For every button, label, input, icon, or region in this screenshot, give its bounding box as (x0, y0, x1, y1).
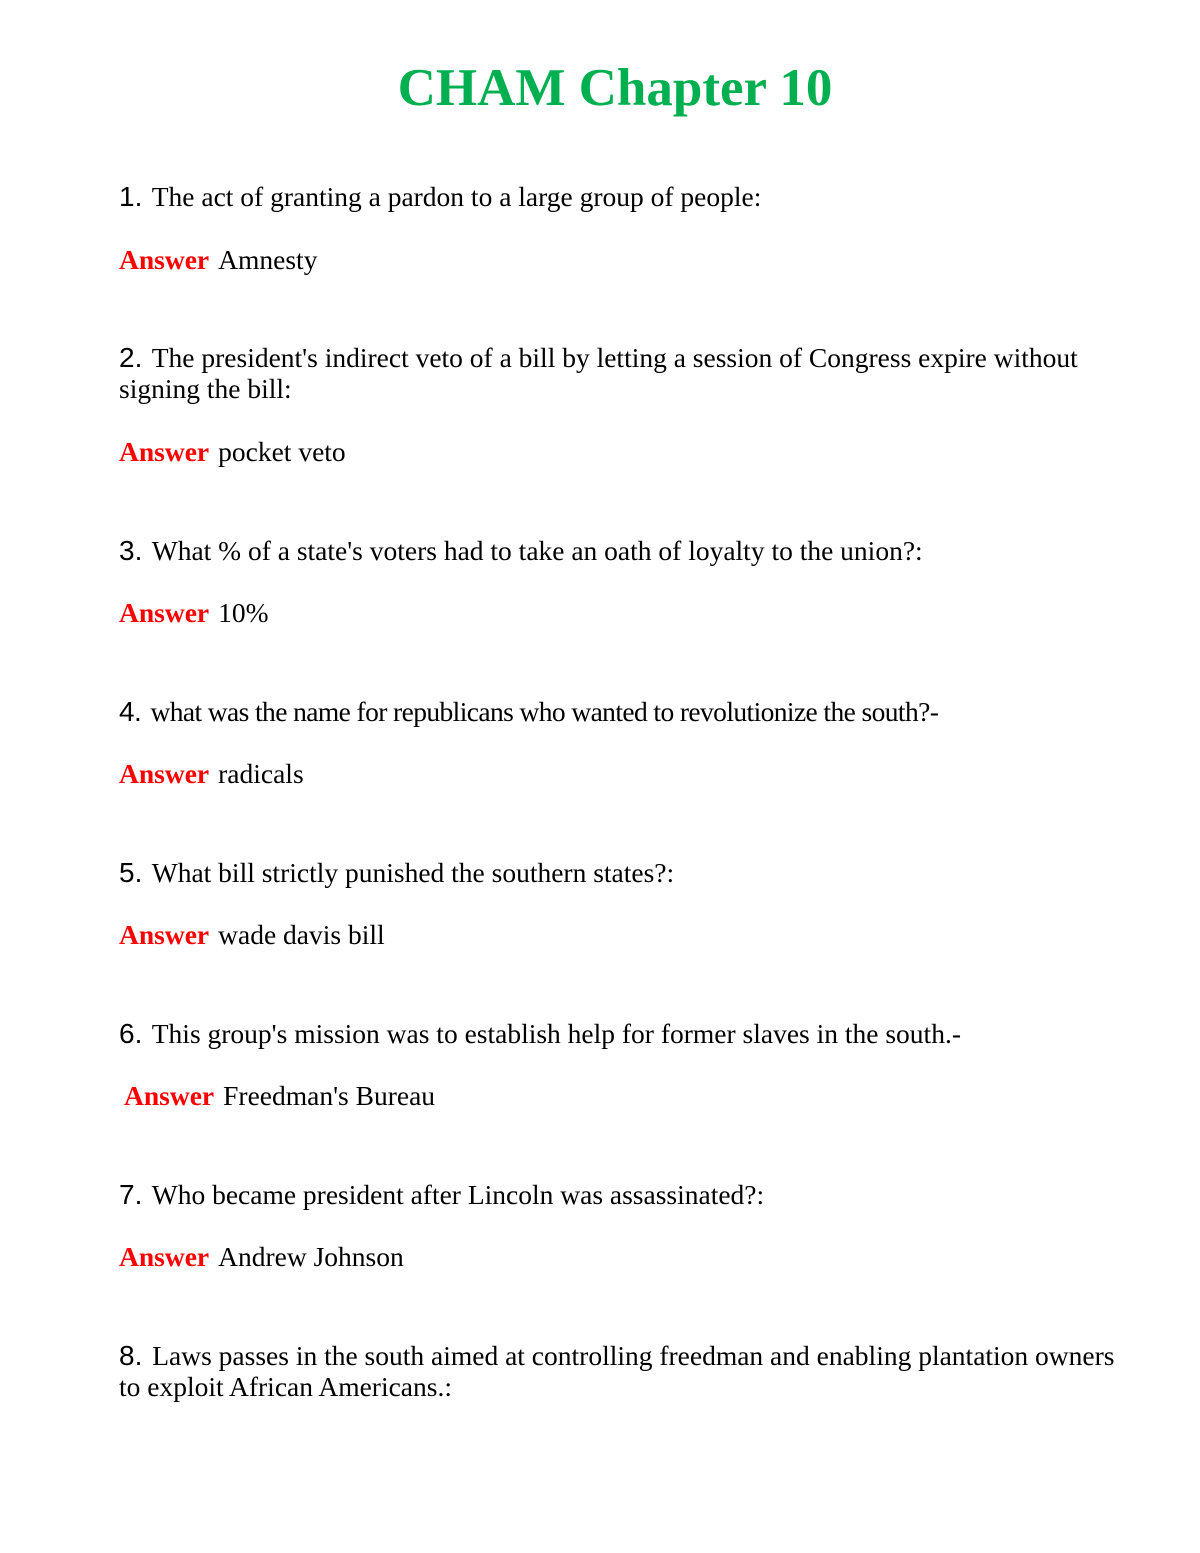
answer-6 (124, 1080, 435, 1111)
question-6 (119, 1018, 1119, 1049)
answer-text: 10% (218, 597, 269, 628)
answer-7 (119, 1241, 404, 1272)
question-2 (119, 342, 1119, 404)
answer-3 (119, 597, 269, 628)
answer-1 (119, 244, 317, 275)
question-8 (119, 1340, 1119, 1402)
question-3 (119, 535, 1119, 566)
question-1 (119, 181, 1119, 212)
answer-label: Answer (119, 597, 210, 628)
answer-label: Answer (119, 244, 210, 275)
answer-text: Andrew Johnson (218, 1241, 404, 1272)
question-text: Who became president after Lincoln was assassinated?: (151, 1179, 765, 1210)
question-number: 8. (119, 1340, 143, 1371)
question-number: 6. (119, 1018, 143, 1049)
answer-label: Answer (119, 436, 210, 467)
question-4 (119, 696, 1119, 727)
question-text: Laws passes in the south aimed at controlling freedman and enabling plantation owners to exploit African Americans.: (119, 1340, 1115, 1402)
question-number: 2. (119, 342, 143, 373)
question-text: This group's mission was to establish help for former slaves in the south.- (151, 1018, 961, 1049)
answer-text: Amnesty (218, 244, 318, 275)
page-title: CHAM Chapter 10 (397, 59, 833, 117)
question-number: 1. (119, 181, 143, 212)
question-7 (119, 1179, 1119, 1210)
question-5 (119, 857, 1119, 888)
answer-text: pocket veto (218, 436, 346, 467)
question-text: What bill strictly punished the southern states?: (151, 857, 675, 888)
answer-label: Answer (119, 1241, 210, 1272)
answer-5 (119, 919, 385, 950)
answer-text: wade davis bill (218, 919, 385, 950)
answer-text: radicals (218, 758, 304, 789)
question-number: 7. (119, 1179, 143, 1210)
answer-label: Answer (119, 919, 210, 950)
answer-4 (119, 758, 304, 789)
question-text: The president's indirect veto of a bill by letting a session of Congress expire without signing the bill: (119, 342, 1078, 404)
question-number: 4. (119, 696, 142, 727)
question-text: What % of a state's voters had to take an oath of loyalty to the union?: (151, 535, 923, 566)
answer-2 (119, 436, 346, 467)
answer-text: Freedman's Bureau (223, 1080, 436, 1111)
question-number: 5. (119, 857, 143, 888)
question-text: The act of granting a pardon to a large group of people: (151, 181, 762, 212)
question-number: 3. (119, 535, 143, 566)
answer-label: Answer (124, 1080, 215, 1111)
question-text: what was the name for republicans who wanted to revolutionize the south?- (150, 696, 939, 727)
answer-label: Answer (119, 758, 210, 789)
